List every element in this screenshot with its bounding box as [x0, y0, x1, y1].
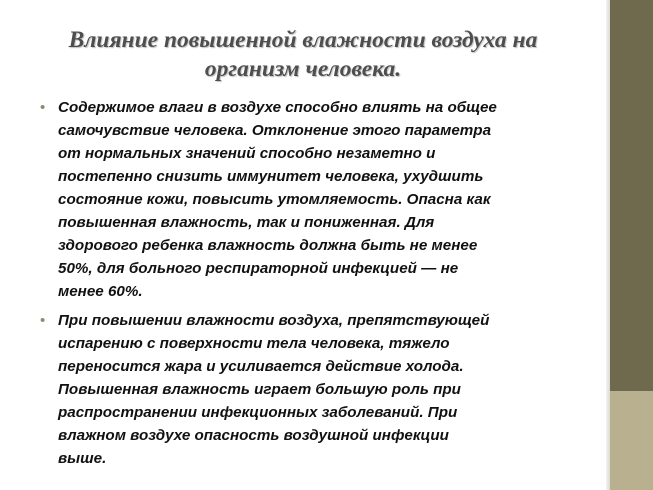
bullet-dot-icon: • — [40, 312, 46, 329]
bullet-line: менее 60%. — [58, 283, 143, 300]
bullet-line: При повышении влажности воздуха, препятствующей — [58, 312, 490, 329]
bullet-line: самочувствие человека. Отклонение этого параметра — [58, 122, 492, 139]
bullet-line: 50%, для больного респираторной инфекцией — не — [58, 260, 459, 277]
bullet-line: испарению с поверхности тела человека, тяжело — [58, 335, 450, 352]
bullet-line: от нормальных значений способно незаметно и — [58, 145, 436, 162]
bullet-line: Содержимое влаги в воздухе способно влиять на общее — [58, 99, 497, 116]
bullet-line: распространении инфекционных заболеваний. При — [58, 404, 458, 421]
bullet-item — [40, 309, 570, 470]
bullet-list — [40, 96, 570, 476]
bullet-line: Повышенная влажность играет большую роль при — [58, 381, 461, 398]
slide-title — [20, 26, 586, 84]
side-band-dark — [610, 0, 653, 391]
bullet-line: здорового ребенка влажность должна быть не менее — [58, 237, 478, 254]
bullet-line: переносится жара и усиливается действие холода. — [58, 358, 464, 375]
bullet-item — [40, 96, 570, 303]
side-band-light — [610, 391, 653, 490]
bullet-line: постепенно снизить иммунитет человека, ухудшить — [58, 168, 484, 185]
bullet-dot-icon: • — [40, 99, 46, 116]
bullet-line: влажном воздухе опасность воздушной инфекции — [58, 427, 449, 444]
bullet-line: состояние кожи, повысить утомляемость. Опасна как — [58, 191, 491, 208]
bullet-line: выше. — [58, 450, 107, 467]
bullet-text — [58, 309, 570, 470]
slide-title-line: организм человека. — [204, 56, 402, 82]
slide-title-line: Влияние повышенной влажности воздуха на — [68, 27, 538, 53]
bullet-text — [58, 96, 570, 303]
bullet-line: повышенная влажность, так и пониженная. Для — [58, 214, 435, 231]
